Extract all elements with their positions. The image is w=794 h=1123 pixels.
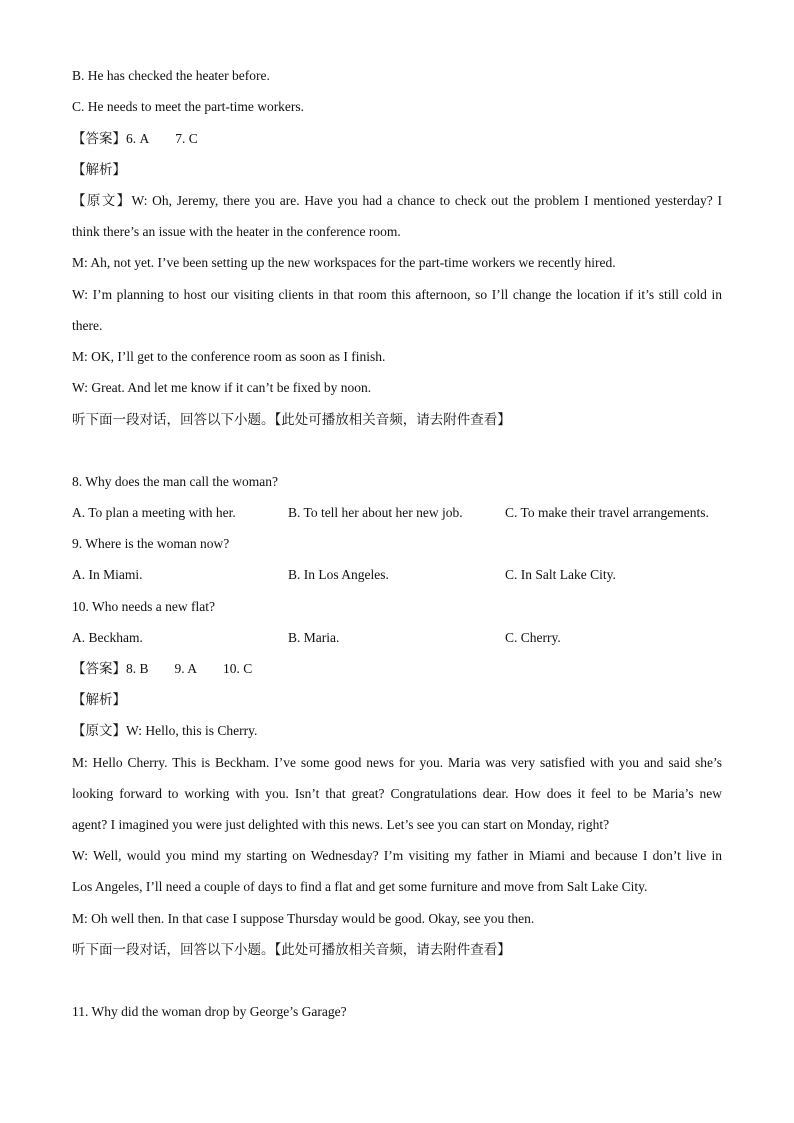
- question-10: 10. Who needs a new flat?: [72, 599, 215, 614]
- question-10-option-a: A. Beckham.: [72, 630, 143, 645]
- analysis-label: 【解析】: [72, 692, 126, 708]
- question-9-option-a: A. In Miami.: [72, 567, 143, 582]
- transcript-text: W: Oh, Jeremy, there you are. Have you had a chance to check out the problem I mentioned yesterday? I: [131, 193, 722, 208]
- answer-10: 10. C: [223, 661, 253, 676]
- transcript-line: looking forward to working with you. Isn’t that great? Congratulations dear. How does it feel to be Maria’s new: [72, 786, 722, 801]
- transcript-line: think there’s an issue with the heater in the conference room.: [72, 224, 401, 239]
- transcript-line: [72, 722, 257, 740]
- transcript-line: agent? I imagined you were just delighted with this news. Let’s see you can start on Monday, right?: [72, 817, 610, 832]
- answer-label: 【答案】: [72, 131, 126, 147]
- answer-label: 【答案】: [72, 661, 126, 677]
- question-8-option-b: B. To tell her about her new job.: [288, 505, 463, 520]
- transcript-line: W: Well, would you mind my starting on Wednesday? I’m visiting my father in Miami and because I don’t live in: [72, 848, 722, 863]
- transcript-text: W: Hello, this is Cherry.: [126, 723, 258, 738]
- transcript-line: W: Great. And let me know if it can’t be fixed by noon.: [72, 380, 372, 395]
- question-10-option-c: C. Cherry.: [505, 630, 561, 645]
- analysis-label: 【解析】: [72, 162, 126, 178]
- answer-8: 8. B: [126, 661, 149, 676]
- answer-line: [72, 130, 198, 148]
- option-b: B. He has checked the heater before.: [72, 68, 270, 83]
- question-9: 9. Where is the woman now?: [72, 536, 230, 551]
- question-10-option-b: B. Maria.: [288, 630, 340, 645]
- transcript-line: Los Angeles, I’ll need a couple of days to find a flat and get some furniture and move from Salt Lake City.: [72, 879, 648, 894]
- listen-instruction: 听下面一段对话，回答以下小题。【此处可播放相关音频，请去附件查看】: [72, 942, 511, 958]
- question-8-option-c: C. To make their travel arrangements.: [505, 505, 709, 520]
- question-9-option-c: C. In Salt Lake City.: [505, 567, 616, 582]
- answer-7: 7. C: [175, 131, 198, 146]
- transcript-line: [72, 192, 722, 210]
- transcript-line: M: Ah, not yet. I’ve been setting up the new workspaces for the part-time workers we recently hired.: [72, 255, 616, 270]
- transcript-line: M: Hello Cherry. This is Beckham. I’ve some good news for you. Maria was very satisfied with you and said she’s: [72, 755, 722, 770]
- answer-6: 6. A: [126, 131, 150, 146]
- original-label: 【原文】: [72, 723, 126, 739]
- option-c: C. He needs to meet the part-time workers.: [72, 99, 305, 114]
- original-label: 【原文】: [72, 193, 132, 209]
- transcript-line: there.: [72, 318, 103, 333]
- answer-line: [72, 660, 252, 678]
- answer-9: 9. A: [174, 661, 198, 676]
- transcript-line: W: I’m planning to host our visiting clients in that room this afternoon, so I’ll change the location if it’s still cold in: [72, 287, 722, 302]
- question-8-option-a: A. To plan a meeting with her.: [72, 505, 236, 520]
- question-11: 11. Why did the woman drop by George’s Garage?: [72, 1004, 347, 1019]
- transcript-line: M: OK, I’ll get to the conference room as soon as I finish.: [72, 349, 386, 364]
- listen-instruction: 听下面一段对话，回答以下小题。【此处可播放相关音频，请去附件查看】: [72, 412, 511, 428]
- question-9-option-b: B. In Los Angeles.: [288, 567, 389, 582]
- question-8: 8. Why does the man call the woman?: [72, 474, 278, 489]
- transcript-line: M: Oh well then. In that case I suppose Thursday would be good. Okay, see you then.: [72, 911, 535, 926]
